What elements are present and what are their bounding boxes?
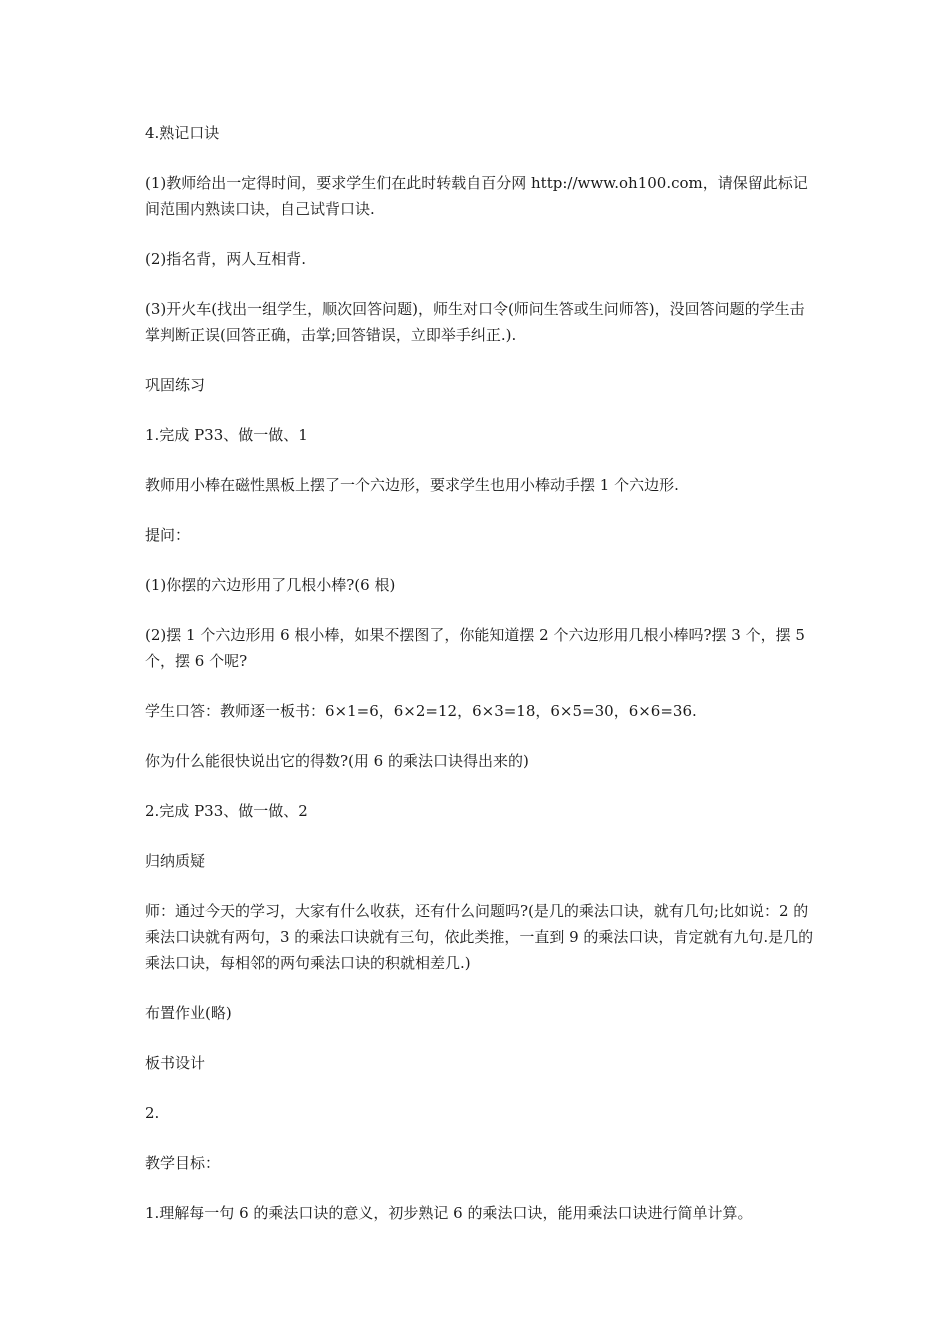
heading-teaching-goals: 教学目标： — [145, 1154, 221, 1172]
paragraph-step-2: (2)指名背，两人互相背. — [145, 250, 307, 268]
heading-board-design: 板书设计 — [145, 1054, 206, 1072]
paragraph-exercise-2: 2.完成 P33、做一做、2 — [145, 802, 308, 820]
heading-memorize-rhymes: 4.熟记口诀 — [145, 124, 220, 142]
heading-questions: 提问： — [145, 526, 191, 544]
paragraph-step-1: (1)教师给出一定得时间，要求学生们在此时转载自百分网 http://www.oh100.com，请保留此标记间范围内熟读口诀，自己试背口诀. — [145, 174, 808, 218]
section-number: 2. — [145, 1104, 160, 1122]
paragraph-step-3: (3)开火车(找出一组学生，顺次回答问题)，师生对口令(师问生答或生问师答)，没回答问题的学生击掌判断正误(回答正确，击掌;回答错误，立即举手纠正.). — [145, 300, 805, 344]
heading-homework: 布置作业(略) — [145, 1004, 232, 1022]
paragraph-hexagon-demo: 教师用小棒在磁性黑板上摆了一个六边形，要求学生也用小棒动手摆 1 个六边形. — [145, 476, 679, 494]
document-body — [145, 120, 817, 1250]
paragraph-why-question: 你为什么能很快说出它的得数?(用 6 的乘法口诀得出来的) — [145, 752, 529, 770]
paragraph-question-1: (1)你摆的六边形用了几根小棒?(6 根) — [145, 576, 396, 594]
heading-summary: 归纳质疑 — [145, 852, 206, 870]
paragraph-student-answers: 学生口答：教师逐一板书：6×1=6，6×2=12，6×3=18，6×5=30，6×6=36. — [145, 702, 697, 720]
paragraph-exercise-1: 1.完成 P33、做一做、1 — [145, 426, 308, 444]
paragraph-teacher-summary: 师：通过今天的学习，大家有什么收获，还有什么问题吗?(是几的乘法口诀，就有几句;比如说：2 的乘法口诀就有两句，3 的乘法口诀就有三句，依此类推，一直到 9 的乘法口诀，肯定就有九句.是几的乘法口诀，每相邻的两句乘法口诀的积就相差几.) — [145, 902, 814, 972]
heading-consolidation-practice: 巩固练习 — [145, 376, 206, 394]
paragraph-goal-1: 1.理解每一句 6 的乘法口诀的意义，初步熟记 6 的乘法口诀，能用乘法口诀进行简单计算。 — [145, 1204, 753, 1222]
paragraph-question-2: (2)摆 1 个六边形用 6 根小棒，如果不摆图了，你能知道摆 2 个六边形用几根小棒吗?摆 3 个，摆 5 个，摆 6 个呢? — [145, 626, 805, 670]
